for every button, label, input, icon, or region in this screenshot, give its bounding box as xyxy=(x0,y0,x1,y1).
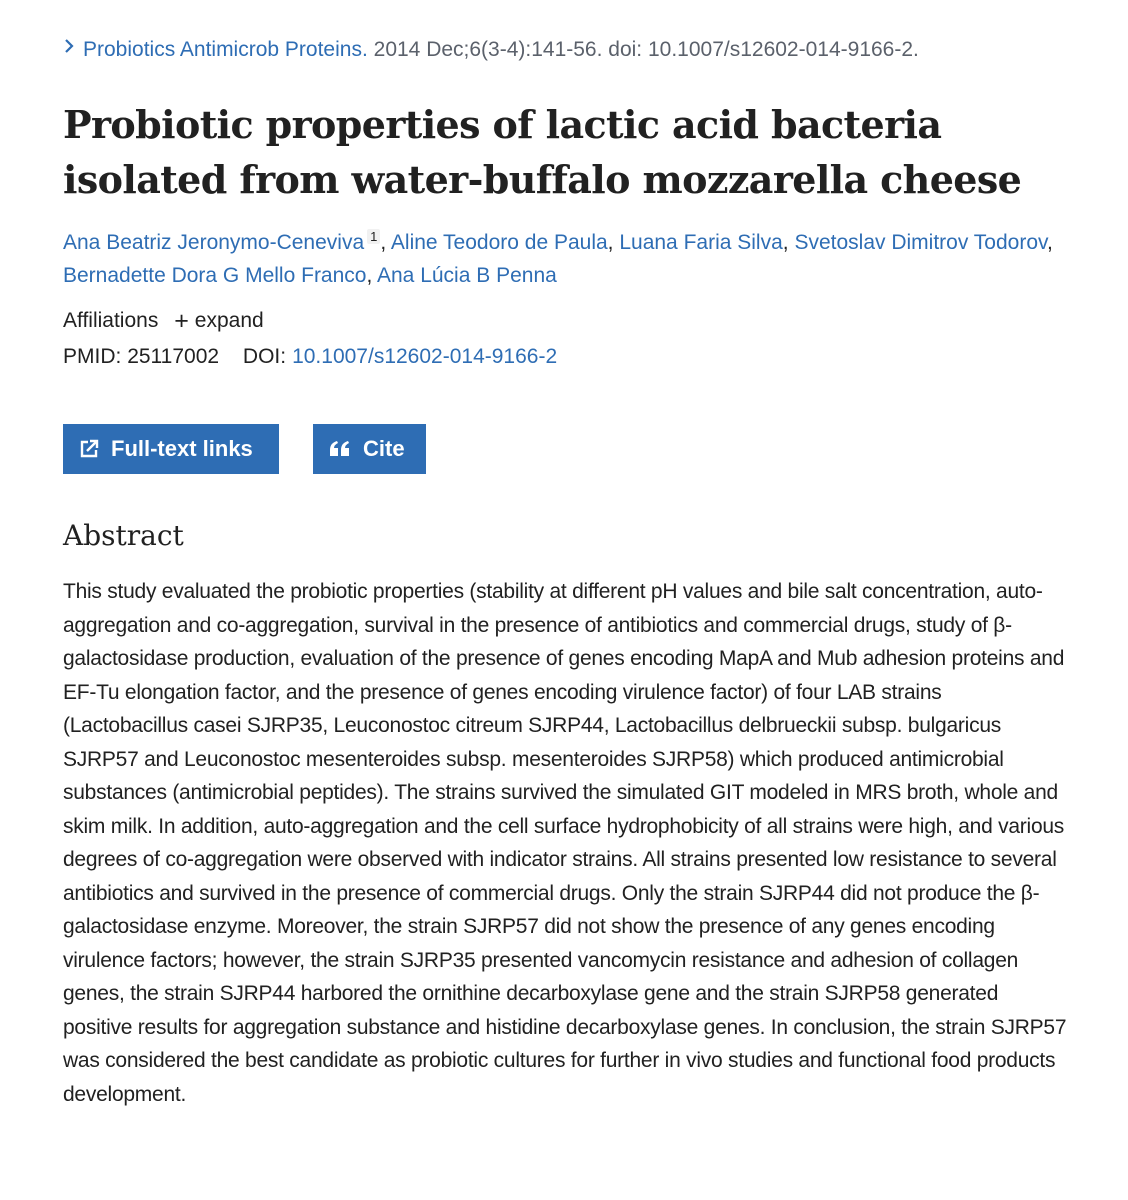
author-link[interactable]: Aline Teodoro de Paula xyxy=(390,231,608,254)
external-link-icon xyxy=(79,439,99,459)
plus-icon: + xyxy=(174,307,189,335)
quote-icon xyxy=(329,440,351,458)
cite-label: Cite xyxy=(363,436,405,461)
full-text-links-button[interactable] xyxy=(63,424,279,474)
identifiers-row xyxy=(63,345,557,369)
author-link[interactable]: Svetoslav Dimitrov Todorov xyxy=(794,231,1047,254)
pmid-value: 25117002 xyxy=(127,345,220,368)
journal-link[interactable]: Probiotics Antimicrob Proteins. xyxy=(83,38,368,61)
full-text-links-label: Full-text links xyxy=(111,436,253,461)
pmid-label: PMID: xyxy=(63,345,122,368)
expand-affiliations-toggle[interactable] xyxy=(174,307,264,335)
cite-button[interactable] xyxy=(313,424,426,474)
chevron-right-icon xyxy=(63,36,75,60)
affiliations-label: Affiliations xyxy=(63,309,159,332)
doi-label: DOI: xyxy=(242,345,287,368)
author-link[interactable]: Bernadette Dora G Mello Franco xyxy=(63,264,367,287)
doi-link[interactable]: 10.1007/s12602-014-9166-2 xyxy=(292,345,558,368)
citation-line xyxy=(63,38,919,62)
expand-label: expand xyxy=(194,309,264,332)
author-link[interactable]: Ana Beatriz Jeronymo-Ceneviva xyxy=(63,231,365,254)
author-link[interactable]: Luana Faria Silva xyxy=(619,231,783,254)
affiliations-row xyxy=(63,307,264,336)
author-list: Ana Beatriz Jeronymo-Ceneviva $^1$ , Aline Teodoro de Paula, Luana Faria Silva, Svetoslav Dimitrov Todorov, Bernadette Dora G Mello Franco, Ana Lúcia B Penna xyxy=(63,229,1053,287)
abstract-text: This study evaluated the probiotic properties (stability at different pH values and bile salt concentration, auto-aggregation and co-aggregation, survival in the presence of antibiotics and commercial drugs, study of β-galactosidase production, evaluation of the presence of genes encoding MapA and Mub adhesion proteins and EF-Tu elongation factor, and the presence of genes encoding virulence factor) of four LAB strains (Lactobacillus casei SJRP35, Leuconostoc citreum SJRP44, Lactobacillus delbrueckii subsp. bulgaricus SJRP57 and Leuconostoc mesenteroides subsp. mesenteroides SJRP58) which produced antimicrobial substances (antimicrobial peptides). The strains survived the simulated GIT modeled in MRS broth, whole and skim milk. In addition, auto-aggregation and the cell surface hydrophobicity of all strains were high, and various degrees of co-aggregation were observed with indicator strains. All strains presented low resistance to several antibiotics and survived in the presence of commercial drugs. Only the strain SJRP44 did not produce the β-galactosidase enzyme. Moreover, the strain SJRP57 did not show the presence of any genes encoding virulence factors; however, the strain SJRP35 presented vancomycin resistance and adhesion of collagen genes, the strain SJRP44 harbored the ornithine decarboxylase gene and the strain SJRP58 generated positive results for aggregation substance and histidine decarboxylase genes. In conclusion, the strain SJRP57 was considered the best candidate as probiotic cultures for further in vivo studies and functional food products development. xyxy=(63,580,1067,1106)
affiliation-ref[interactable]: 1 xyxy=(367,229,380,244)
author-link[interactable]: Ana Lúcia B Penna xyxy=(377,264,557,287)
abstract-heading: Abstract xyxy=(63,519,184,552)
citation-details: 2014 Dec;6(3-4):141-56. doi: 10.1007/s12602-014-9166-2. xyxy=(373,38,919,61)
article-title: Probiotic properties of lactic acid bacteria isolated from water-buffalo mozzarella cheese xyxy=(63,102,1022,202)
